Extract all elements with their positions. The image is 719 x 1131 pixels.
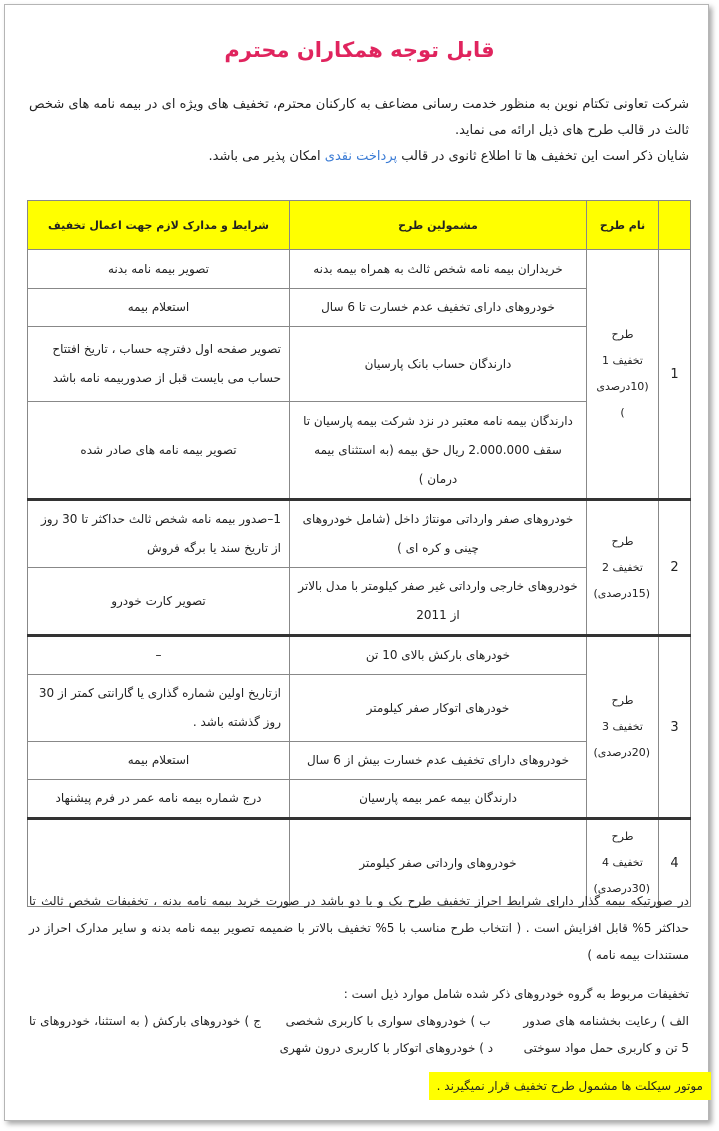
documents-cell: استعلام بیمه bbox=[28, 289, 290, 327]
footer-items bbox=[29, 1008, 689, 1062]
table-header-row bbox=[28, 201, 691, 250]
coverage-cell: خودروهای خارجی وارداتی غیر صفر کیلومتر با مدل بالاتر از 2011 bbox=[290, 568, 587, 636]
documents-cell: تصویر بیمه نامه بدنه bbox=[28, 250, 290, 289]
intro-p2-start: شایان ذکر است این تخفیف ها تا اطلاع ثانوی در قالب bbox=[397, 149, 689, 164]
coverage-cell: خودرهای بارکش بالای 10 تن bbox=[290, 636, 587, 675]
documents-cell: 1–صدور بیمه نامه شخص ثالث حداکثر تا 30 روز از تاریخ سند یا برگه فروش bbox=[28, 500, 290, 568]
plan-number: 1 bbox=[659, 250, 691, 500]
intro-paragraph-1: شرکت تعاونی تکتام نوین به منظور خدمت رسانی مضاعف به کارکنان محترم، تخفیف های ویژه ای در بیمه نامه های شخص ثالث در قالب طرح های ذیل ارائه می نماید. bbox=[29, 97, 689, 138]
documents-cell: درج شماره بیمه نامه عمر در فرم پیشنهاد bbox=[28, 780, 290, 819]
plan-percent: (30درصدی) bbox=[593, 882, 650, 895]
coverage-cell: خودروهای وارداتی صفر کیلومتر bbox=[290, 819, 587, 907]
header-coverage: مشمولین طرح bbox=[290, 201, 587, 250]
coverage-cell: خودروهای دارای تخفیف عدم خسارت بیش از 6 سال bbox=[290, 742, 587, 780]
footer-item-b: ب ) خودروهای سواری با کاربری شخصی bbox=[285, 1014, 491, 1028]
motorcycle-note: موتور سیکلت ها مشمول طرح تخفیف قرار نمیگیرند . bbox=[429, 1072, 711, 1100]
footer-item-a: الف ) رعایت بخشنامه های صدور bbox=[523, 1014, 690, 1028]
footer-item-c: ج ) خودروهای بارکش ( به استثنا، خودروهای تا 5 تن و کاربری حمل مواد سوختی bbox=[29, 1014, 689, 1055]
coverage-cell: دارندگان بیمه عمر بیمه پارسیان bbox=[290, 780, 587, 819]
coverage-cell: خودرهای اتوکار صفر کیلومتر bbox=[290, 675, 587, 742]
table-row bbox=[28, 250, 691, 289]
documents-cell: استعلام بیمه bbox=[28, 742, 290, 780]
page-title: قابل توجه همکاران محترم bbox=[224, 38, 495, 62]
documents-cell: تصویر کارت خودرو bbox=[28, 568, 290, 636]
plan-number: 4 bbox=[659, 819, 691, 907]
intro-paragraph-2 bbox=[29, 144, 689, 170]
intro-text bbox=[29, 92, 689, 170]
plan-number: 2 bbox=[659, 500, 691, 636]
coverage-cell: خودروهای دارای تخفیف عدم خسارت تا 6 سال bbox=[290, 289, 587, 327]
footer-paragraph-1: در صورتیکه بیمه گذار دارای شرایط احراز تخفیف طرح یک و یا دو باشد در صورت خرید بیمه نامه بدنه ، تخفیفات شخص ثالث تا حداکثر 5% قابل افزایش است . ( انتخاب طرح مناسب با 5% تخفیف بالاتر با ضمیمه تصویر بیمه نامه بدنه و سایر مدارک احراز در مستندات بیمه نامه ) bbox=[29, 894, 689, 962]
coverage-cell: خریداران بیمه نامه شخص ثالث به همراه بیمه بدنه bbox=[290, 250, 587, 289]
coverage-cell: خودروهای صفر وارداتی مونتاژ داخل (شامل خودروهای چینی و کره ای ) bbox=[290, 500, 587, 568]
intro-p2-end: امکان پذیر می باشد. bbox=[208, 149, 325, 164]
plan-percent: (15درصدی) bbox=[593, 586, 650, 600]
plan-number: 3 bbox=[659, 636, 691, 819]
header-plan: نام طرح bbox=[587, 201, 659, 250]
header-documents: شرایط و مدارک لازم جهت اعمال تخفیف bbox=[28, 201, 290, 250]
documents-cell: – bbox=[28, 636, 290, 675]
footer-paragraph-2: تخفیفات مربوط به گروه خودروهای ذکر شده شامل موارد ذیل است : bbox=[343, 987, 689, 1001]
header-number bbox=[659, 201, 691, 250]
plan-name-cell bbox=[587, 636, 659, 819]
plan-name: طرح تخفیف 1 bbox=[602, 328, 643, 367]
documents-cell: تصویر بیمه نامه های صادر شده bbox=[28, 402, 290, 500]
coverage-cell: دارندگان حساب بانک پارسیان bbox=[290, 327, 587, 402]
plan-name: طرح تخفیف 4 bbox=[602, 830, 643, 869]
plan-name-cell bbox=[587, 500, 659, 636]
discount-plans-table bbox=[27, 200, 691, 907]
plan-name-cell bbox=[587, 250, 659, 500]
plan-percent: (20درصدی) bbox=[593, 746, 650, 759]
documents-cell: ازتاریخ اولین شماره گذاری یا گارانتی کمتر از 30 روز گذشته باشد . bbox=[28, 675, 290, 742]
footer-item-d: د ) خودروهای اتوکار با کاربری درون شهری bbox=[279, 1041, 494, 1055]
plan-name: طرح تخفیف 3 bbox=[602, 694, 643, 733]
table-row bbox=[28, 636, 691, 675]
plan-percent: (10درصدی ) bbox=[596, 380, 649, 419]
cash-payment-highlight: پرداخت نقدی bbox=[324, 149, 398, 164]
footer-text bbox=[29, 888, 689, 1062]
table-row bbox=[28, 500, 691, 568]
coverage-cell: دارندگان بیمه نامه معتبر در نزد شرکت بیمه پارسیان تا سقف 2.000.000 ریال حق بیمه (به استثنای بیمه درمان ) bbox=[290, 402, 587, 500]
documents-cell: تصویر صفحه اول دفترچه حساب ، تاریخ افتتاح حساب می بایست قبل از صدوربیمه نامه باشد bbox=[28, 327, 290, 402]
plan-name: طرح تخفیف 2 bbox=[602, 534, 643, 574]
